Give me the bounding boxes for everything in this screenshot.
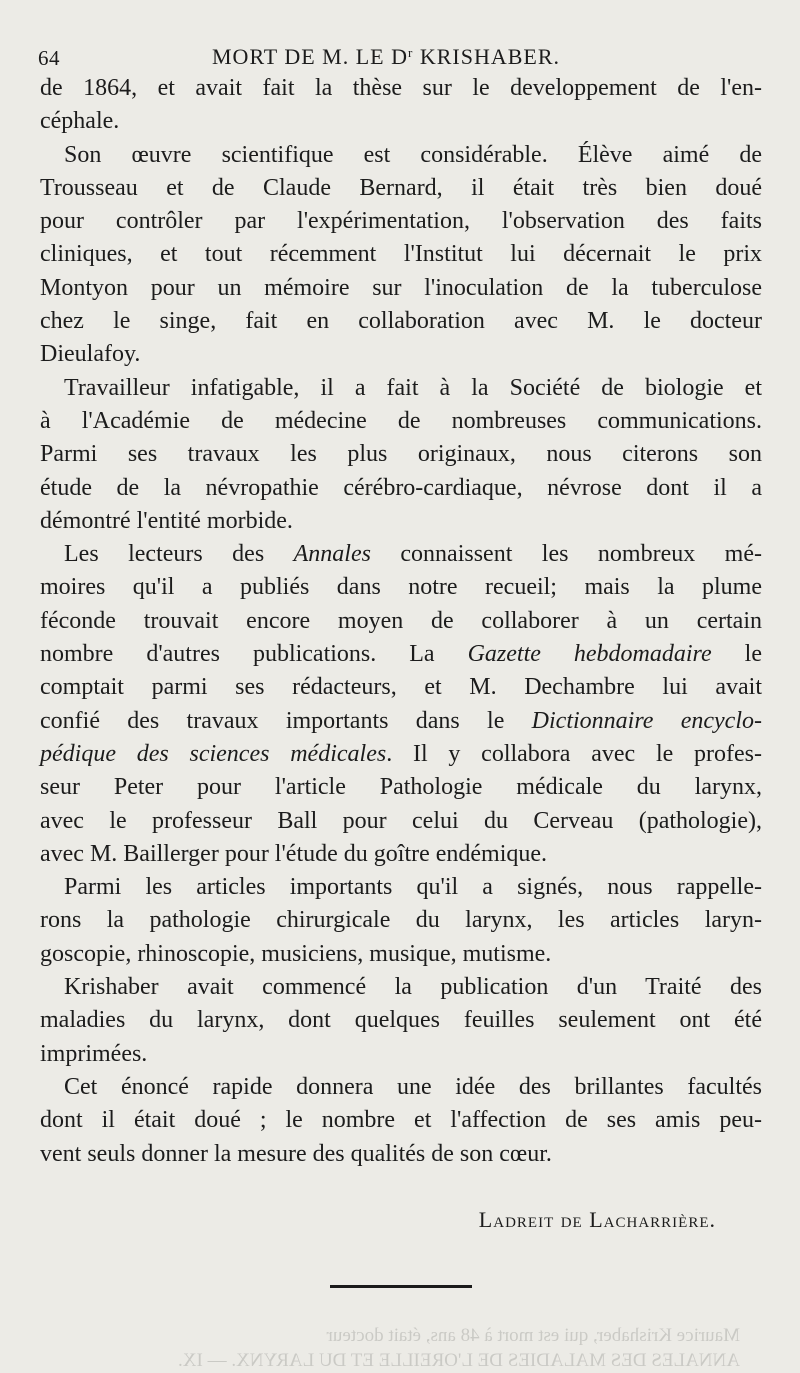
closing-rule — [330, 1285, 472, 1288]
bleed-through-text — [60, 1325, 740, 1347]
text-line: seur Peter pour l'article Pathologie médicale du larynx, — [40, 774, 762, 801]
text-line: Son œuvre scientifique est considérable. Élève aimé de — [64, 141, 762, 168]
text-line: étude de la névropathie cérébro-cardiaque, névrose dont il a — [40, 474, 762, 501]
text-line: pour contrôler par l'expérimentation, l'observation des faits — [40, 208, 762, 235]
running-title-name: KRISHABER. — [413, 44, 561, 69]
italic-title: Annales — [293, 541, 371, 568]
bleed-through-line: Maurice Krishaber, qui est mort à 48 ans, était docteur — [326, 1325, 740, 1346]
running-title-superscript: r — [408, 45, 414, 60]
text-line: Parmi les articles importants qu'il a signés, nous rappelle- — [64, 874, 762, 901]
text-line: Trousseau et de Claude Bernard, il était très bien doué — [40, 174, 762, 201]
text-line: vent seuls donner la mesure des qualités de son cœur. — [40, 1140, 552, 1167]
text-line-gazette: nombre d'autres publications. La Gazette hebdomadaire le — [40, 641, 762, 668]
running-header — [0, 38, 800, 68]
text-line: rons la pathologie chirurgicale du larynx, les articles laryn- — [40, 907, 762, 934]
text-line: avec le professeur Ball pour celui du Cerveau (pathologie), — [40, 807, 762, 834]
text-line: Montyon pour un mémoire sur l'inoculation de la tuberculose — [40, 274, 762, 301]
text-line: Krishaber avait commencé la publication d'un Traité des — [64, 974, 762, 1001]
italic-title: Gazette hebdomadaire — [467, 641, 712, 668]
text-line: pédique des sciences médicales. Il y collabora avec le profes- — [40, 740, 762, 767]
italic-title: Dictionnaire encyclo- — [531, 707, 762, 734]
page-number: 64 — [38, 46, 60, 70]
text-line: goscopie, rhinoscopie, musiciens, musique, mutisme. — [40, 940, 552, 967]
text-line: avec M. Baillerger pour l'étude du goître endémique. — [40, 840, 548, 867]
text-line-annales: Les lecteurs des Annales connaissent les nombreux mé- — [64, 541, 762, 568]
author-signature: Ladreit de Lacharrière. — [478, 1207, 716, 1232]
text-line: dont il était doué ; le nombre et l'affection de ses amis peu- — [40, 1107, 762, 1134]
text-line: moires qu'il a publiés dans notre recueil; mais la plume — [40, 574, 762, 601]
text-line: Travailleur infatigable, il a fait à la Société de biologie et — [64, 374, 762, 401]
bleed-through-line: ANNALES DES MALADIES DE L'OREILLE ET DU LARYNX. — IX. — [178, 1350, 740, 1371]
text-line: chez le singe, fait en collaboration avec M. le docteur — [40, 308, 762, 335]
text-line: Parmi ses travaux les plus originaux, nous citerons son — [40, 441, 762, 468]
text-line-dictionnaire: confié des travaux importants dans le Dictionnaire encyclo- — [40, 707, 762, 734]
running-title — [212, 44, 560, 70]
article-body — [40, 72, 762, 1171]
text-line: Cet énoncé rapide donnera une idée des brillantes facultés — [64, 1073, 762, 1100]
text-line: comptait parmi ses rédacteurs, et M. Dechambre lui avait — [40, 674, 762, 701]
running-title-main: MORT DE M. LE D — [212, 44, 408, 69]
text-line: cliniques, et tout récemment l'Institut lui décernait le prix — [40, 241, 762, 268]
text-line: Dieulafoy. — [40, 341, 141, 368]
text-line: démontré l'entité morbide. — [40, 507, 293, 534]
text-line: maladies du larynx, dont quelques feuilles seulement ont été — [40, 1007, 762, 1034]
text-line: de 1864, et avait fait la thèse sur le developpement de l'en- — [40, 75, 762, 101]
text-line: féconde trouvait encore moyen de collaborer à un certain — [40, 607, 762, 634]
text-line: céphale. — [40, 108, 120, 135]
italic-title: pédique des sciences médicales — [40, 740, 387, 767]
bleed-through-text — [60, 1350, 740, 1372]
text-line: imprimées. — [40, 1040, 148, 1067]
text-line: à l'Académie de médecine de nombreuses communications. — [40, 407, 762, 434]
